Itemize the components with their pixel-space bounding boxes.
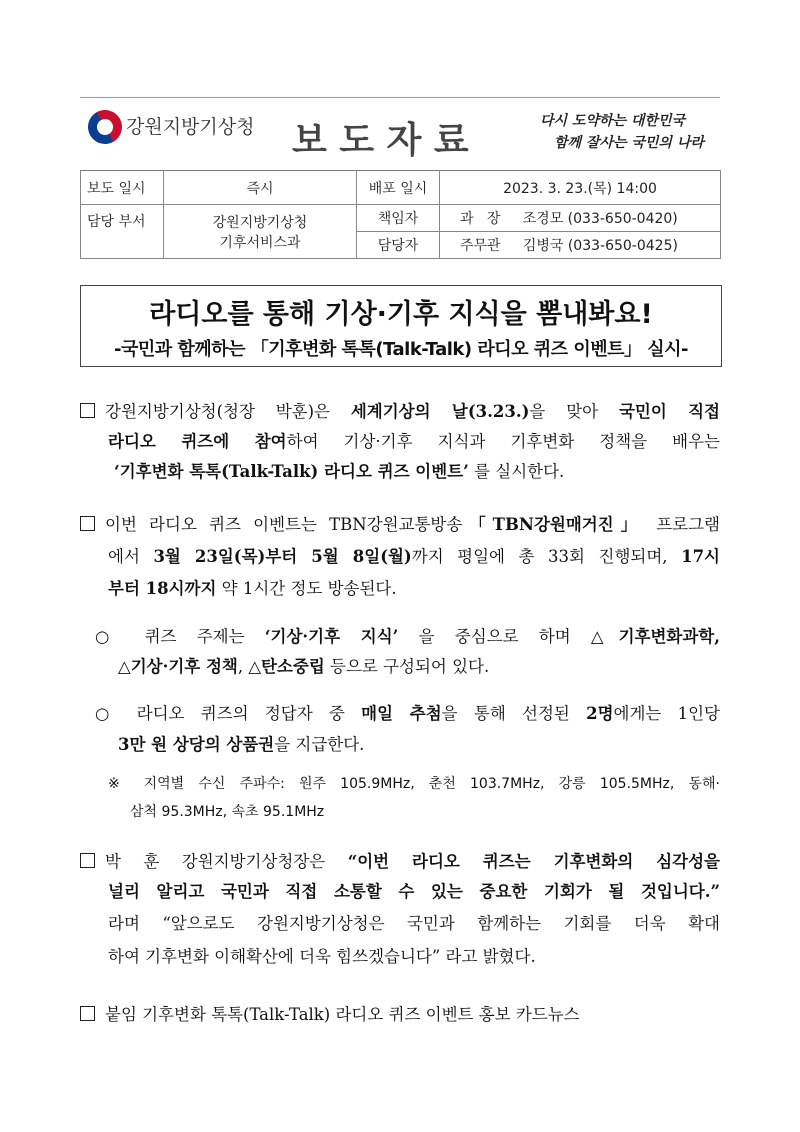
dist-label: 배포 일시 bbox=[357, 171, 440, 205]
text: 를 실시한다. bbox=[468, 462, 565, 481]
text: 에서 bbox=[108, 547, 154, 566]
paragraph-line bbox=[114, 458, 564, 482]
paragraph-line bbox=[118, 653, 489, 677]
dept-line: 강원지방기상청 bbox=[212, 214, 308, 231]
bold-text: 기상·기후 정책 bbox=[130, 657, 238, 676]
doc-title: 보 도 자 료 bbox=[292, 120, 469, 161]
dept-value bbox=[164, 205, 357, 259]
text: 이번 라디오 퀴즈 이벤트는 TBN강원교통방송 bbox=[105, 515, 463, 534]
staff-value: 주무관 김병국 (033-650-0425) bbox=[440, 232, 721, 259]
taegeuk-logo-icon bbox=[82, 104, 128, 150]
paragraph-line bbox=[95, 623, 720, 647]
bold-text: ‘기상·기후 지식’ bbox=[264, 627, 399, 646]
slogan-line: 다시 도약하는 대한민국 bbox=[540, 113, 685, 129]
bold-text: ‘기후변화 톡톡(Talk-Talk) 라디오 퀴즈 이벤트’ bbox=[114, 462, 469, 481]
text: 프로그램 bbox=[644, 515, 720, 534]
checkbox-bullet-icon bbox=[80, 1006, 95, 1021]
bold-text: “이번 라디오 퀴즈는 기후변화의 심각성을 bbox=[347, 852, 720, 871]
checkbox-bullet-icon bbox=[80, 403, 95, 418]
slogan bbox=[540, 110, 704, 154]
text: 하여 기상·기후 지식과 기후변화 정책을 배우는 bbox=[286, 432, 720, 451]
text: ○ 라디오 퀴즈의 정답자 중 bbox=[95, 704, 362, 723]
bold-text: 3만 원 상당의 상품권 bbox=[118, 735, 275, 754]
paragraph-line bbox=[130, 801, 324, 821]
paragraph-line bbox=[108, 943, 536, 967]
paragraph-line bbox=[95, 700, 720, 724]
staff-label: 담당자 bbox=[357, 232, 440, 259]
checkbox-bullet-icon bbox=[80, 516, 95, 531]
paragraph-line bbox=[108, 878, 720, 902]
headline-box bbox=[80, 285, 722, 367]
text: 약 1시간 정도 방송된다. bbox=[216, 579, 397, 598]
text: 을 통해 선정된 bbox=[441, 704, 587, 723]
bold-text: 부터 18시까지 bbox=[108, 579, 217, 598]
release-label: 보도 일시 bbox=[81, 171, 164, 205]
dept-line: 기후서비스과 bbox=[219, 234, 301, 251]
paragraph-line bbox=[108, 773, 720, 793]
paragraph-line bbox=[108, 543, 720, 567]
bold-text: 3월 23일(목)부터 5월 8일(월) bbox=[153, 547, 412, 566]
text: 을 중심으로 하며 △ bbox=[398, 627, 619, 646]
checkbox-bullet-icon bbox=[80, 853, 95, 868]
header bbox=[80, 97, 720, 171]
bold-text: 널리 알리고 국민과 직접 소통할 수 있는 중요한 기회가 될 것입니다.” bbox=[108, 882, 720, 901]
text: 까지 평일에 총 33회 진행되며, bbox=[411, 547, 682, 566]
resp-label: 책임자 bbox=[357, 205, 440, 232]
bold-text: 17시 bbox=[681, 547, 720, 566]
bold-text: 기후변화과학, bbox=[618, 627, 720, 646]
headline-subtitle: -국민과 함께하는 「기후변화 톡톡(Talk-Talk) 라디오 퀴즈 이벤트」 실시- bbox=[114, 339, 688, 360]
dist-value: 2023. 3. 23.(목) 14:00 bbox=[440, 171, 721, 205]
text: 라며 “앞으로도 강원지방기상청은 국민과 함께하는 기회를 더욱 확대 bbox=[108, 914, 720, 933]
info-table bbox=[80, 170, 721, 259]
text: 을 지급한다. bbox=[274, 735, 365, 754]
paragraph-line bbox=[80, 511, 720, 535]
paragraph-line bbox=[108, 428, 720, 452]
bold-text: 매일 추첨 bbox=[361, 704, 442, 723]
text: 삼척 95.3MHz, 속초 95.1MHz bbox=[130, 804, 325, 820]
text: 하여 기후변화 이해확산에 더욱 힘쓰겠습니다” 라고 밝혔다. bbox=[108, 947, 536, 966]
dept-label: 담당 부서 bbox=[81, 205, 164, 259]
paragraph-line bbox=[108, 575, 397, 599]
bold-text: 2명 bbox=[586, 704, 614, 723]
bold-text: 국민이 직접 bbox=[618, 402, 720, 421]
text: , △ bbox=[237, 657, 262, 676]
text: 강원지방기상청(청장 박훈)은 bbox=[105, 402, 351, 421]
text: 붙임 기후변화 톡톡(Talk-Talk) 라디오 퀴즈 이벤트 홍보 카드뉴스 bbox=[105, 1005, 580, 1024]
paragraph-line bbox=[80, 848, 720, 872]
org-name: 강원지방기상청 bbox=[126, 116, 255, 138]
bold-text: 탄소중립 bbox=[261, 657, 325, 676]
paragraph-line bbox=[80, 398, 720, 422]
paragraph-line bbox=[108, 910, 720, 934]
resp-value: 과 장 조경모 (033-650-0420) bbox=[440, 205, 721, 232]
text: ○ 퀴즈 주제는 bbox=[95, 627, 265, 646]
slogan-line: 함께 잘사는 국민의 나라 bbox=[554, 135, 704, 151]
text: 등으로 구성되어 있다. bbox=[324, 657, 490, 676]
release-value: 즉시 bbox=[164, 171, 357, 205]
paragraph-line bbox=[118, 731, 364, 755]
text: 을 맞아 bbox=[529, 402, 619, 421]
bold-text: 「TBN강원매거진」 bbox=[462, 515, 645, 534]
text: 박 훈 강원지방기상청장은 bbox=[105, 852, 348, 871]
headline-title: 라디오를 통해 기상·기후 지식을 뽐내봐요! bbox=[149, 299, 653, 330]
text: ※ 지역별 수신 주파수: 원주 105.9MHz, 춘천 103.7MHz, 강릉 105.5MHz, 동해· bbox=[108, 776, 720, 792]
bold-text: 라디오 퀴즈에 참여 bbox=[108, 432, 287, 451]
text: 에게는 1인당 bbox=[613, 704, 720, 723]
text: △ bbox=[118, 657, 131, 676]
bold-text: 세계기상의 날(3.23.) bbox=[350, 402, 530, 421]
paragraph-line bbox=[80, 1001, 580, 1025]
